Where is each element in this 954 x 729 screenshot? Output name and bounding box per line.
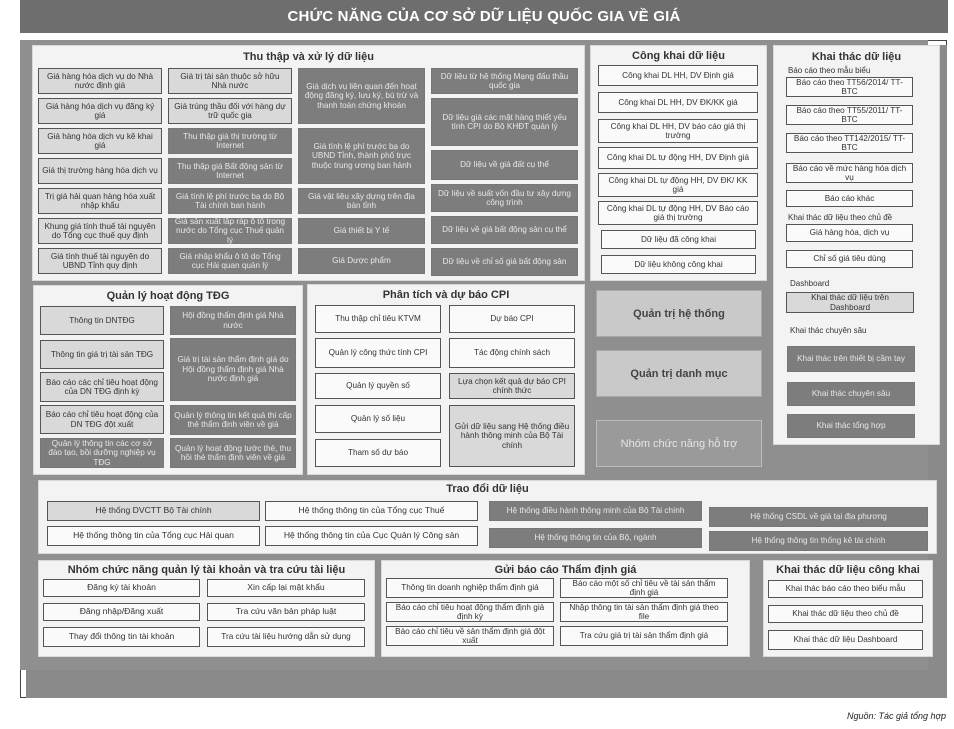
thuthap-c4-0[interactable]: Dữ liệu từ hệ thống Mạng đấu thầu quốc gia [431,68,578,94]
thuthap-c2-2[interactable]: Thu thập giá thị trường từ Internet [168,128,292,154]
thuthap-c1-3[interactable]: Giá thị trường hàng hóa dịch vụ [38,158,162,184]
khaithac-sub-label: Khai thác chuyên sâu [790,326,867,335]
panel-title: Nhóm chức năng quản lý tài khoản và tra cứu tài liệu [67,564,346,576]
congkhai-item-1[interactable]: Công khai DL HH, DV ĐK/KK giá [598,92,758,113]
cpi-right-0[interactable]: Dự báo CPI [449,305,575,333]
thuthap-c4-2[interactable]: Dữ liệu về giá đất cụ thể [431,150,578,180]
thuthap-c2-3[interactable]: Thu thập giá Bất động sản từ Internet [168,158,292,184]
thuthap-c4-3[interactable]: Dữ liệu về suất vốn đầu tư xây dựng công trình [431,184,578,212]
khaithac-s3-0[interactable]: Khai thác dữ liệu trên Dashboard [786,292,914,313]
congkhaick-item-2[interactable]: Khai thác dữ liệu Dashboard [768,630,923,650]
thuthap-c3-0[interactable]: Giá dịch vụ liên quan đến hoạt động đăng ký, lưu ký, bù trừ và thanh toán chứng khoán [298,68,425,124]
quan-tri-danh-muc-button[interactable]: Quản trị danh mục [596,350,762,397]
cpi-right-2[interactable]: Lựa chọn kết quả dự báo CPI chính thức [449,373,575,399]
panel-title: Khai thác dữ liệu công khai [776,564,920,576]
taikhoan-item-5[interactable]: Tra cứu tài liệu hướng dẫn sử dụng [207,627,365,647]
header-banner [20,0,948,33]
tdg-left-0[interactable]: Thông tin DNTĐG [40,306,164,335]
panel-title: Công khai dữ liệu [632,50,725,62]
cpi-left-0[interactable]: Thu thập chỉ tiêu KTVM [315,305,441,333]
taikhoan-item-1[interactable]: Xin cấp lại mật khẩu [207,579,365,597]
khaithac-s1-2[interactable]: Báo cáo theo TT142/2015/ TT-BTC [786,133,913,153]
traodoi-item-7[interactable]: Hệ thống thông tin thống kê tài chính [709,531,928,551]
traodoi-item-2[interactable]: Hệ thống điều hành thông minh của Bộ Tài chính [489,501,702,521]
khaithac-s4-0[interactable]: Khai thác trên thiết bị cầm tay [787,346,915,372]
tdg-right-0[interactable]: Hội đồng thẩm định giá Nhà nước [170,306,296,335]
khaithac-s4-2[interactable]: Khai thác tổng hợp [787,414,915,438]
thuthap-c3-3[interactable]: Giá thiết bị Y tế [298,218,425,244]
tdg-left-1[interactable]: Thông tin giá trị tài sản TĐG [40,340,164,369]
panel-title: Gửi báo cáo Thẩm định giá [494,564,637,576]
thuthap-c1-4[interactable]: Trị giá hải quan hàng hóa xuất nhập khẩu [38,188,162,214]
congkhaick-item-1[interactable]: Khai thác dữ liệu theo chủ đề [768,605,923,623]
khaithac-s2-0[interactable]: Giá hàng hóa, dịch vụ [786,224,913,242]
guibaocao-item-0[interactable]: Thông tin doanh nghiệp thẩm định giá [386,578,554,598]
congkhai-item-7[interactable]: Dữ liệu không công khai [601,255,756,274]
panel-title: Trao đổi dữ liệu [446,483,529,495]
tdg-left-3[interactable]: Báo cáo chỉ tiêu hoạt động của DN TĐG đột xuất [40,405,164,434]
thuthap-c1-1[interactable]: Giá hàng hóa dịch vụ đăng ký giá [38,98,162,124]
thuthap-c4-4[interactable]: Dữ liệu về giá bất động sản cụ thể [431,216,578,244]
thuthap-c4-1[interactable]: Dữ liệu giá các mặt hàng thiết yếu tính CPI do Bộ KHĐT quản lý [431,98,578,146]
tdg-left-4[interactable]: Quản lý thông tin các cơ sở đào tạo, bồi dưỡng nghiệp vụ TĐG [40,438,164,468]
page-title: CHỨC NĂNG CỦA CƠ SỞ DỮ LIỆU QUỐC GIA VỀ GIÁ [287,8,681,25]
cpi-left-1[interactable]: Quản lý công thức tính CPI [315,338,441,368]
panel-title: Phân tích và dự báo CPI [382,289,510,301]
traodoi-item-6[interactable]: Hệ thống thông tin của Bộ, ngành [489,528,702,548]
thuthap-c1-6[interactable]: Giá tính thuế tài nguyên do UBND Tỉnh quy định [38,248,162,274]
traodoi-item-0[interactable]: Hệ thống DVCTT Bộ Tài chính [47,501,260,521]
guibaocao-item-3[interactable]: Nhập thông tin tài sản thẩm định giá theo file [560,602,728,622]
taikhoan-item-0[interactable]: Đăng ký tài khoản [43,579,200,597]
khaithac-sub-label: Dashboard [790,279,830,288]
thuthap-c4-5[interactable]: Dữ liệu về chỉ số giá bất động sản [431,248,578,276]
khaithac-s4-1[interactable]: Khai thác chuyên sâu [787,382,915,406]
tdg-right-1[interactable]: Giá trị tài sản thẩm định giá do Hội đồng thẩm định giá Nhà nước định giá [170,338,296,401]
khaithac-s1-1[interactable]: Báo cáo theo TT55/2011/ TT-BTC [786,105,913,125]
taikhoan-item-3[interactable]: Tra cứu văn bản pháp luật [207,603,365,621]
tdg-left-2[interactable]: Báo cáo các chỉ tiêu hoạt động của DN TĐG định kỳ [40,372,164,402]
khaithac-s1-3[interactable]: Báo cáo về mức hàng hóa dịch vụ [786,163,913,183]
quan-tri-he-thong-button[interactable]: Quản trị hệ thống [596,290,762,337]
guibaocao-item-4[interactable]: Báo cáo chỉ tiêu về sản thẩm định giá đột xuất [386,626,554,646]
thuthap-c1-0[interactable]: Giá hàng hóa dịch vụ do Nhà nước định giá [38,68,162,94]
cpi-left-4[interactable]: Tham số dự báo [315,439,441,467]
congkhai-item-5[interactable]: Công khai DL tự động HH, DV Báo cáo giá thị trường [598,201,758,225]
cpi-left-2[interactable]: Quản lý quyền số [315,373,441,399]
congkhai-item-4[interactable]: Công khai DL tự động HH, DV ĐK/ KK giá [598,173,758,197]
guibaocao-item-2[interactable]: Báo cáo chỉ tiêu hoạt động thẩm định giá định kỳ [386,602,554,622]
traodoi-item-3[interactable]: Hệ thống CSDL về giá tại địa phương [709,507,928,527]
panel-title: Thu thập và xử lý dữ liệu [243,51,374,63]
khaithac-s2-1[interactable]: Chỉ số giá tiêu dùng [786,250,913,268]
thuthap-c3-2[interactable]: Giá vật liệu xây dựng trên địa bàn tỉnh [298,188,425,214]
traodoi-item-5[interactable]: Hệ thống thông tin của Cục Quản lý Công sản [265,526,478,546]
cpi-right-3[interactable]: Gửi dữ liệu sang Hệ thống điều hành thông minh của Bộ Tài chính [449,405,575,467]
cpi-right-1[interactable]: Tác động chính sách [449,338,575,368]
congkhaick-item-0[interactable]: Khai thác báo cáo theo biểu mẫu [768,580,923,598]
traodoi-item-4[interactable]: Hệ thống thông tin của Tổng cục Hải quan [47,526,260,546]
khaithac-sub-label: Khai thác dữ liệu theo chủ đề [788,213,893,222]
tdg-right-2[interactable]: Quản lý thông tin kết quả thi cấp thẻ thẩm định viên về giá [170,405,296,435]
source-note: Nguồn: Tác giả tổng hợp [846,711,946,721]
nhom-ho-tro-button[interactable]: Nhóm chức năng hỗ trợ [596,420,762,467]
guibaocao-item-1[interactable]: Báo cáo một số chỉ tiêu về tài sản thẩm định giá [560,578,728,598]
thuthap-c2-4[interactable]: Giá tính lệ phí trước bạ do Bộ Tài chính ban hành [168,188,292,214]
khaithac-s1-4[interactable]: Báo cáo khác [786,190,913,207]
traodoi-item-1[interactable]: Hệ thống thông tin của Tổng cục Thuế [265,501,478,521]
thuthap-c2-5[interactable]: Giá sản xuất lắp ráp ô tô trong nước do Tổng cục Thuế quản lý [168,218,292,244]
guibaocao-item-5[interactable]: Tra cứu giá trị tài sản thẩm định giá [560,626,728,646]
congkhai-item-3[interactable]: Công khai DL tự động HH, DV Định giá [598,147,758,169]
panel-title: Khai thác dữ liệu [811,51,902,63]
thuthap-c3-4[interactable]: Giá Dược phẩm [298,248,425,274]
tdg-right-3[interactable]: Quản lý hoạt động tước thẻ, thu hồi thẻ thẩm định viên về giá [170,438,296,468]
congkhai-item-0[interactable]: Công khai DL HH, DV Định giá [598,65,758,86]
khaithac-sub-label: Báo cáo theo mẫu biểu [788,66,871,75]
thuthap-c2-6[interactable]: Giá nhập khẩu ô tô do Tổng cục Hải quan quản lý [168,248,292,274]
thuthap-c3-1[interactable]: Giá tính lệ phí trước bạ do UBND Tỉnh, thành phố trực thuộc trung ương ban hành [298,128,425,184]
thuthap-c1-5[interactable]: Khung giá tính thuế tài nguyên do Tổng cục thuế quy định [38,218,162,244]
taikhoan-item-2[interactable]: Đăng nhập/Đăng xuất [43,603,200,621]
thuthap-c2-1[interactable]: Giá trúng thầu đối với hàng dự trữ quốc gia [168,98,292,124]
cpi-left-3[interactable]: Quản lý số liệu [315,405,441,433]
khaithac-s1-0[interactable]: Báo cáo theo TT56/2014/ TT-BTC [786,77,913,97]
thuthap-c2-0[interactable]: Giá trị tài sản thuộc sở hữu Nhà nước [168,68,292,94]
panel-title: Quản lý hoạt động TĐG [106,290,230,302]
taikhoan-item-4[interactable]: Thay đổi thông tin tài khoản [43,627,200,647]
congkhai-item-6[interactable]: Dữ liệu đã công khai [601,230,756,249]
thuthap-c1-2[interactable]: Giá hàng hóa dịch vụ kê khai giá [38,128,162,154]
congkhai-item-2[interactable]: Công khai DL HH, DV báo cáo giá thị trường [598,119,758,143]
